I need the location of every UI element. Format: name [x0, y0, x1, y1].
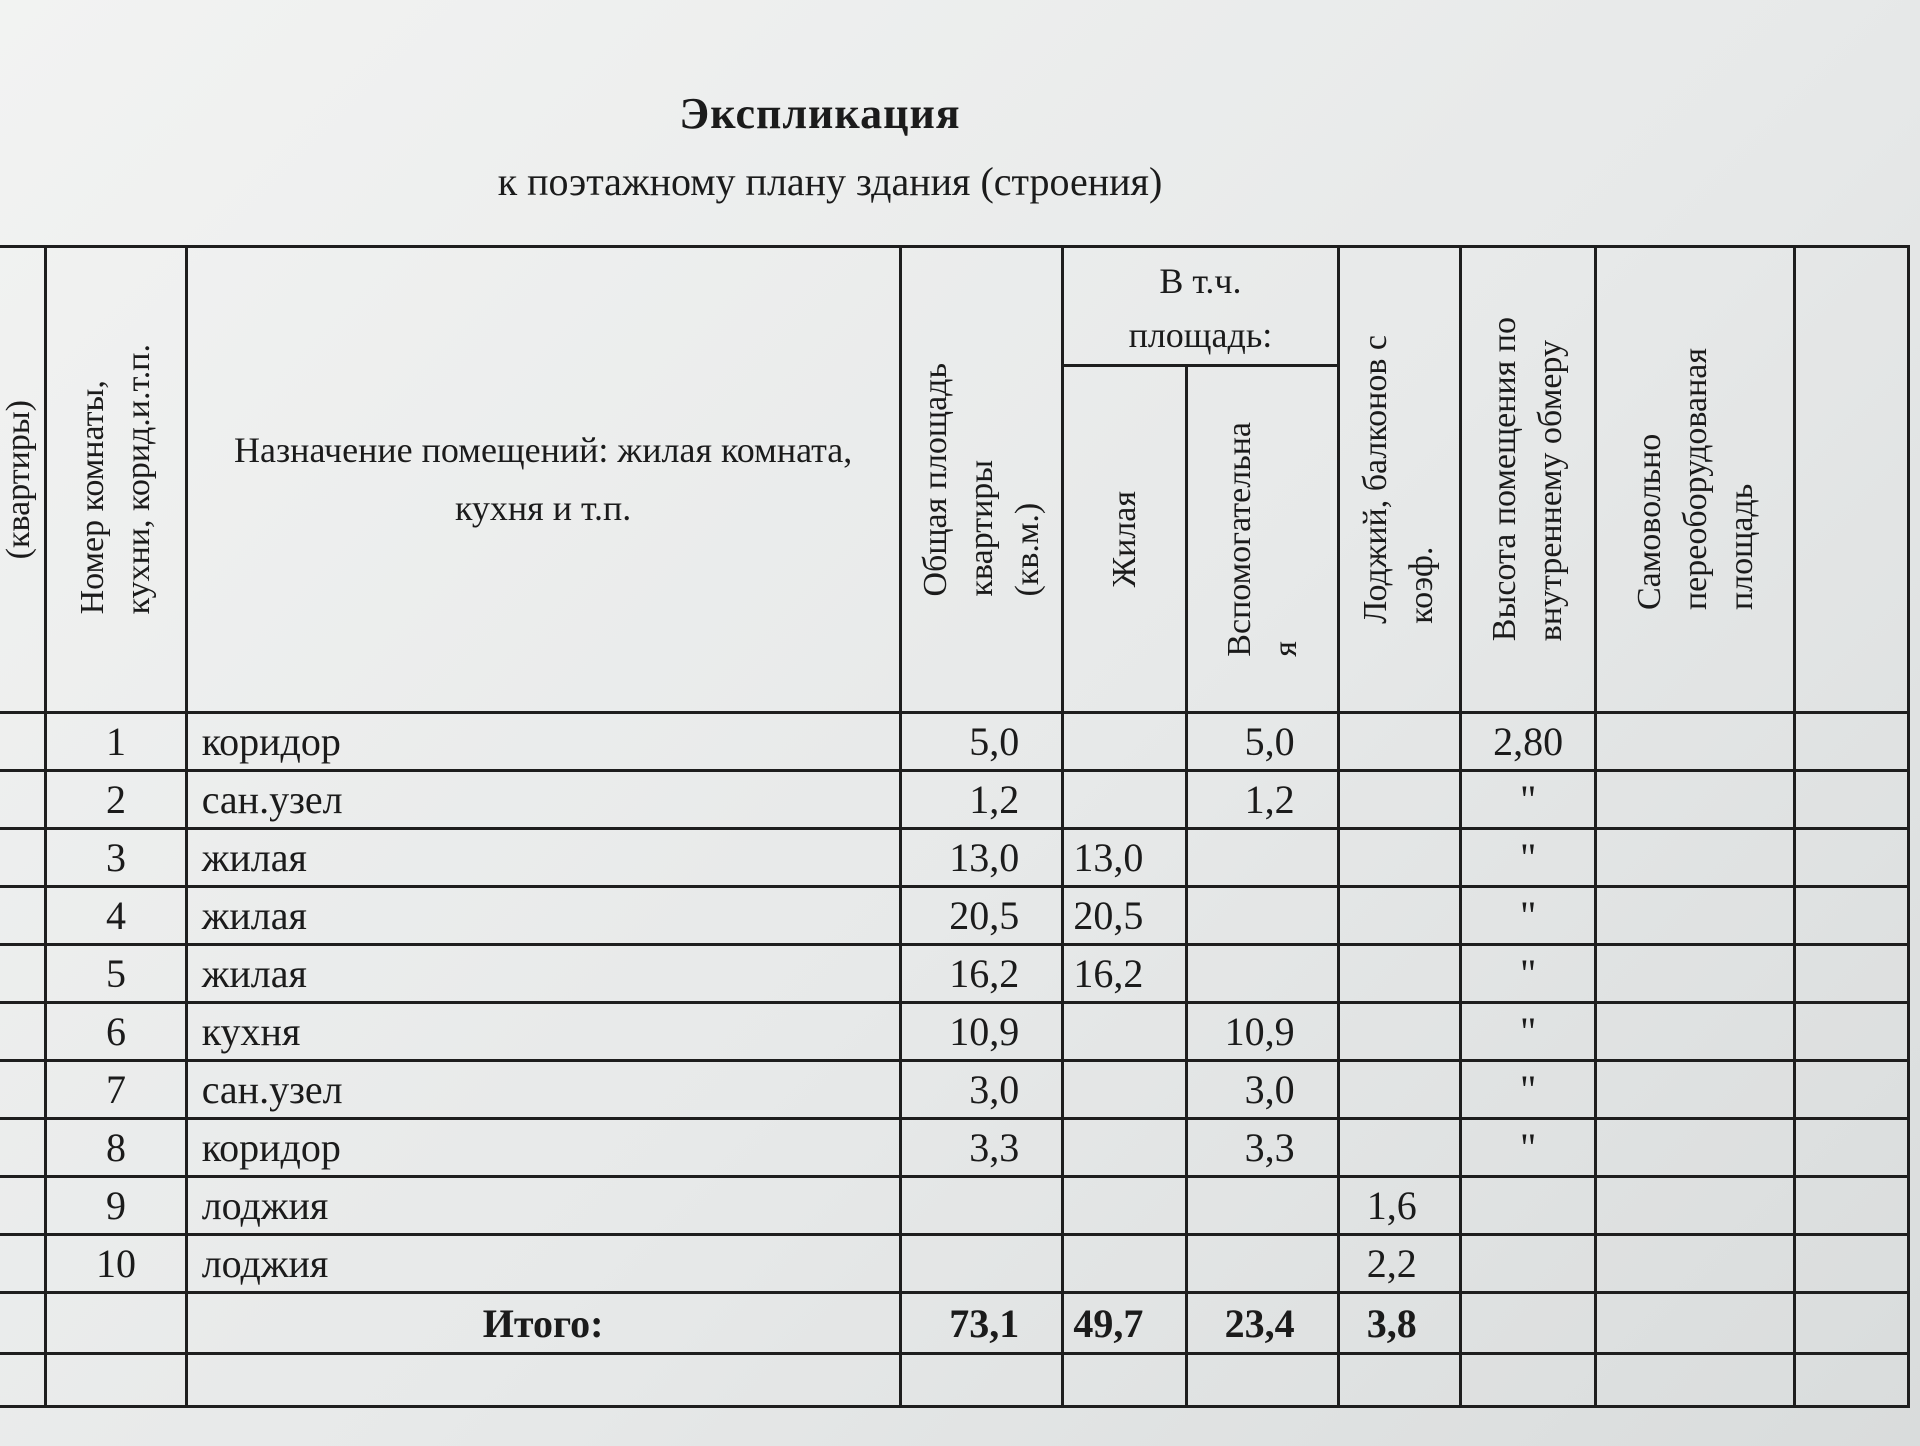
header-auxiliary: Вспомогательна я — [1187, 366, 1338, 713]
aux-area-sum: 23,4 — [1187, 1293, 1338, 1354]
living-area-value — [1063, 1061, 1187, 1119]
loggia-area-value — [1338, 1061, 1460, 1119]
room-number: 7 — [46, 1061, 186, 1119]
aux-area-value — [1187, 887, 1338, 945]
totals-label: Итого: — [186, 1293, 900, 1354]
living-area-value — [1063, 1003, 1187, 1061]
blank-row — [0, 1354, 1909, 1407]
header-total-area: Общая площадь квартиры (кв.м.) — [900, 247, 1063, 713]
living-area-value — [1063, 1119, 1187, 1177]
room-number: 4 — [46, 887, 186, 945]
total-area-value: 5,0 — [900, 713, 1063, 771]
living-area-value: 16,2 — [1063, 945, 1187, 1003]
totals-row — [0, 1293, 1909, 1354]
aux-area-value: 10,9 — [1187, 1003, 1338, 1061]
total-area-sum: 73,1 — [900, 1293, 1063, 1354]
table-row — [0, 1003, 1909, 1061]
table-row — [0, 1235, 1909, 1293]
header-height: Высота помещения по внутреннему обмеру — [1460, 247, 1596, 713]
aux-area-value — [1187, 829, 1338, 887]
room-name: жилая — [186, 945, 900, 1003]
room-number: 8 — [46, 1119, 186, 1177]
table-row — [0, 945, 1909, 1003]
room-number: 9 — [46, 1177, 186, 1235]
header-extra-col — [1795, 247, 1909, 713]
room-number: 2 — [46, 771, 186, 829]
aux-area-value — [1187, 1235, 1338, 1293]
total-area-value — [900, 1235, 1063, 1293]
room-name: лоджия — [186, 1235, 900, 1293]
living-area-value: 20,5 — [1063, 887, 1187, 945]
loggia-area-value — [1338, 1119, 1460, 1177]
header-including-area: В т.ч. площадь: — [1063, 247, 1338, 366]
height-value: " — [1460, 945, 1596, 1003]
aux-area-value — [1187, 945, 1338, 1003]
room-name: кухня — [186, 1003, 900, 1061]
header-room-number: Номер комнаты, кухни, корид.и.т.п. — [46, 247, 186, 713]
height-value — [1460, 1235, 1596, 1293]
height-value: " — [1460, 1061, 1596, 1119]
room-name: сан.узел — [186, 1061, 900, 1119]
table-row — [0, 771, 1909, 829]
height-value: " — [1460, 829, 1596, 887]
loggia-area-value — [1338, 887, 1460, 945]
header-unauthorized-area: Самовольно переоборудованая площадь — [1596, 247, 1795, 713]
total-area-value: 10,9 — [900, 1003, 1063, 1061]
table-row — [0, 829, 1909, 887]
table-row — [0, 1177, 1909, 1235]
total-area-value: 13,0 — [900, 829, 1063, 887]
loggia-area-value — [1338, 771, 1460, 829]
loggia-area-value: 1,6 — [1338, 1177, 1460, 1235]
height-value: " — [1460, 1119, 1596, 1177]
aux-area-value: 3,0 — [1187, 1061, 1338, 1119]
room-name: жилая — [186, 887, 900, 945]
total-area-value: 3,3 — [900, 1119, 1063, 1177]
table-row — [0, 1119, 1909, 1177]
room-name: сан.узел — [186, 771, 900, 829]
header-col0-partial: (квартиры) — [0, 247, 46, 713]
height-value: 2,80 — [1460, 713, 1596, 771]
room-number: 10 — [46, 1235, 186, 1293]
room-number: 5 — [46, 945, 186, 1003]
living-area-value — [1063, 1235, 1187, 1293]
loggia-area-value: 2,2 — [1338, 1235, 1460, 1293]
document-title: Экспликация — [679, 89, 961, 138]
living-area-value: 13,0 — [1063, 829, 1187, 887]
total-area-value: 20,5 — [900, 887, 1063, 945]
loggia-area-value — [1338, 713, 1460, 771]
room-number: 6 — [46, 1003, 186, 1061]
room-name: лоджия — [186, 1177, 900, 1235]
height-value: " — [1460, 1003, 1596, 1061]
header-row-top — [0, 247, 1909, 366]
header-purpose: Назначение помещений: жилая комната, кухня и т.п. — [186, 247, 900, 713]
document-subtitle: к поэтажному плану здания (строения) — [497, 159, 1163, 204]
total-area-value — [900, 1177, 1063, 1235]
header-loggias: Лоджий, балконов с коэф. — [1338, 247, 1460, 713]
living-area-value — [1063, 771, 1187, 829]
loggia-area-sum: 3,8 — [1338, 1293, 1460, 1354]
height-value: " — [1460, 771, 1596, 829]
table-row — [0, 713, 1909, 771]
aux-area-value — [1187, 1177, 1338, 1235]
height-value: " — [1460, 887, 1596, 945]
living-area-sum: 49,7 — [1063, 1293, 1187, 1354]
explication-table — [0, 245, 1910, 1408]
height-value — [1460, 1177, 1596, 1235]
room-name: жилая — [186, 829, 900, 887]
table-row — [0, 887, 1909, 945]
loggia-area-value — [1338, 1003, 1460, 1061]
room-name: коридор — [186, 1119, 900, 1177]
total-area-value: 1,2 — [900, 771, 1063, 829]
room-number: 3 — [46, 829, 186, 887]
total-area-value: 3,0 — [900, 1061, 1063, 1119]
table-row — [0, 1061, 1909, 1119]
aux-area-value: 3,3 — [1187, 1119, 1338, 1177]
aux-area-value: 1,2 — [1187, 771, 1338, 829]
loggia-area-value — [1338, 829, 1460, 887]
room-number: 1 — [46, 713, 186, 771]
aux-area-value: 5,0 — [1187, 713, 1338, 771]
header-living: Жилая — [1063, 366, 1187, 713]
living-area-value — [1063, 1177, 1187, 1235]
living-area-value — [1063, 713, 1187, 771]
room-name: коридор — [186, 713, 900, 771]
loggia-area-value — [1338, 945, 1460, 1003]
total-area-value: 16,2 — [900, 945, 1063, 1003]
